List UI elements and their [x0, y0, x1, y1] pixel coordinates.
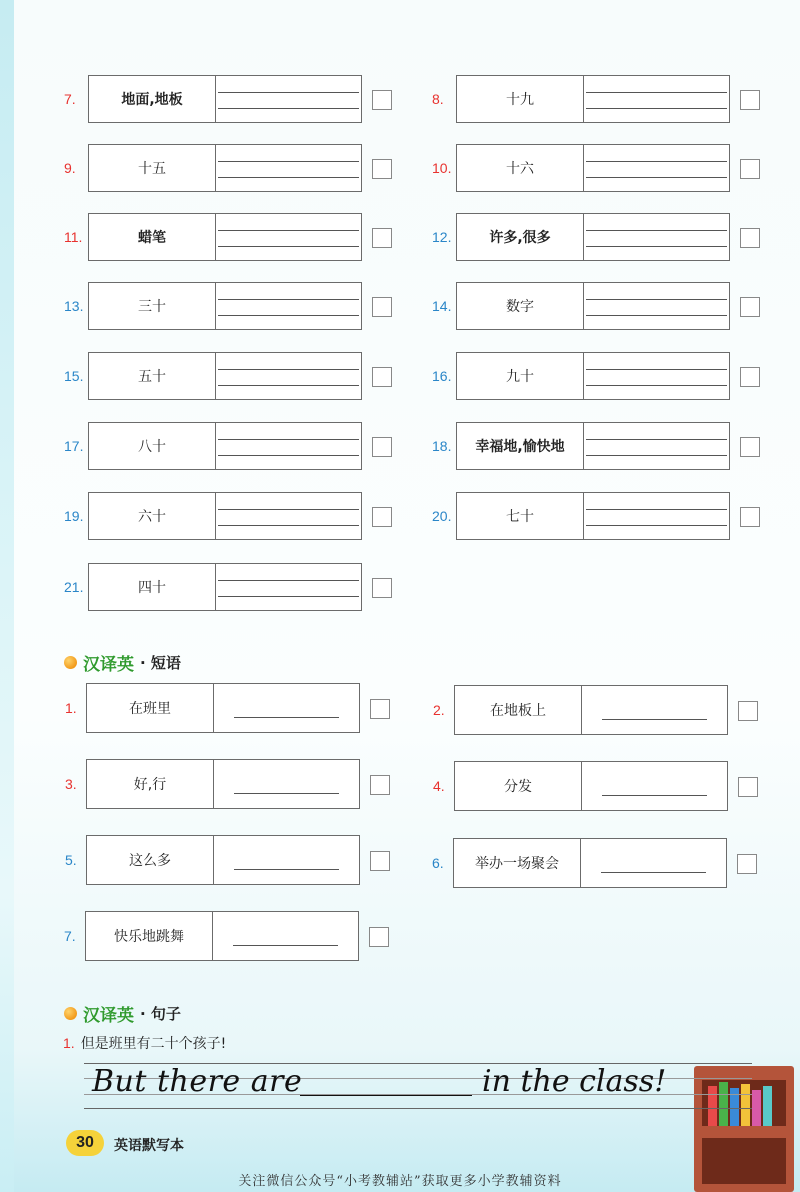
answer-blank[interactable] [214, 684, 359, 732]
phrase-number: 7. [64, 928, 76, 944]
check-box[interactable] [740, 437, 760, 457]
check-box[interactable] [370, 775, 390, 795]
answer-lines[interactable] [216, 76, 361, 122]
chinese-word: 十五 [89, 145, 216, 191]
check-box[interactable] [372, 159, 392, 179]
word-row [88, 422, 362, 470]
check-box[interactable] [370, 851, 390, 871]
section-title: 汉译英 [83, 1006, 134, 1026]
word-row [88, 75, 362, 123]
section-subtitle: · 短语 [140, 654, 181, 672]
word-row [88, 213, 362, 261]
check-box[interactable] [369, 927, 389, 947]
book-icon [763, 1086, 772, 1126]
sentence-number: 1. [63, 1035, 75, 1051]
word-number: 15. [64, 368, 84, 384]
check-box[interactable] [372, 367, 392, 387]
phrase-number: 2. [433, 702, 445, 718]
check-box[interactable] [372, 90, 392, 110]
chinese-word: 四十 [89, 564, 216, 610]
answer-lines[interactable] [216, 423, 361, 469]
chinese-word: 七十 [457, 493, 584, 539]
phrase-row [85, 911, 359, 961]
phrase-row [453, 838, 727, 888]
word-row [456, 144, 730, 192]
sentence-part-2: in the class! [482, 1064, 667, 1099]
word-number: 8. [432, 91, 444, 107]
check-box[interactable] [740, 228, 760, 248]
word-number: 20. [432, 508, 452, 524]
answer-lines[interactable] [584, 423, 729, 469]
answer-lines[interactable] [584, 145, 729, 191]
word-row [456, 352, 730, 400]
chinese-phrase: 举办一场聚会 [454, 839, 581, 887]
word-row [88, 563, 362, 611]
word-number: 14. [432, 298, 452, 314]
word-row [456, 282, 730, 330]
chinese-word: 十九 [457, 76, 584, 122]
check-box[interactable] [740, 507, 760, 527]
sentence-part-1: But there are [92, 1064, 303, 1099]
word-row [88, 282, 362, 330]
word-number: 16. [432, 368, 452, 384]
page-number-badge: 30 [66, 1130, 104, 1156]
phrase-row [454, 761, 728, 811]
chinese-word: 数字 [457, 283, 584, 329]
chinese-phrase: 好,行 [87, 760, 214, 808]
word-number: 12. [432, 229, 452, 245]
section-title: 汉译英 [83, 655, 134, 675]
word-row [88, 492, 362, 540]
answer-lines[interactable] [584, 353, 729, 399]
chinese-word: 许多,很多 [457, 214, 584, 260]
section-subtitle: · 句子 [140, 1005, 181, 1023]
answer-lines[interactable] [216, 353, 361, 399]
chinese-word: 五十 [89, 353, 216, 399]
check-box[interactable] [740, 159, 760, 179]
chinese-phrase: 在班里 [87, 684, 214, 732]
check-box[interactable] [737, 854, 757, 874]
word-row [456, 422, 730, 470]
sentence-prompt-text: 但是班里有二十个孩子! [80, 1036, 227, 1052]
sentence-answer-blank[interactable] [300, 1095, 472, 1096]
answer-lines[interactable] [584, 76, 729, 122]
check-box[interactable] [370, 699, 390, 719]
phrase-row [86, 683, 360, 733]
phrase-number: 3. [65, 776, 77, 792]
chinese-word: 六十 [89, 493, 216, 539]
chinese-word: 三十 [89, 283, 216, 329]
check-box[interactable] [372, 228, 392, 248]
word-row [456, 75, 730, 123]
chinese-word: 八十 [89, 423, 216, 469]
answer-lines[interactable] [584, 283, 729, 329]
word-number: 10. [432, 160, 452, 176]
answer-lines[interactable] [216, 145, 361, 191]
chinese-phrase: 在地板上 [455, 686, 582, 734]
answer-blank[interactable] [582, 686, 727, 734]
answer-lines[interactable] [584, 214, 729, 260]
word-number: 21. [64, 579, 84, 595]
chinese-word: 地面,地板 [89, 76, 216, 122]
word-number: 11. [64, 229, 83, 245]
bullet-dot-icon [64, 656, 77, 669]
phrase-number: 4. [433, 778, 445, 794]
footer-note: 关注微信公众号“小考教辅站”获取更多小学教辅资料 [238, 1174, 562, 1189]
chinese-word: 幸福地,愉快地 [457, 423, 584, 469]
chinese-word: 蜡笔 [89, 214, 216, 260]
word-row [456, 492, 730, 540]
check-box[interactable] [738, 701, 758, 721]
answer-lines[interactable] [216, 493, 361, 539]
phrase-row [86, 759, 360, 809]
check-box[interactable] [372, 437, 392, 457]
word-number: 9. [64, 160, 76, 176]
chinese-word: 十六 [457, 145, 584, 191]
answer-blank[interactable] [214, 836, 359, 884]
phrase-number: 5. [65, 852, 77, 868]
phrase-number: 1. [65, 700, 77, 716]
check-box[interactable] [740, 90, 760, 110]
word-row [456, 213, 730, 261]
book-icon [752, 1090, 761, 1126]
answer-lines[interactable] [584, 493, 729, 539]
phrases-section-heading [64, 650, 181, 675]
check-box[interactable] [372, 297, 392, 317]
word-row [88, 352, 362, 400]
word-number: 7. [64, 91, 76, 107]
book-title: 英语默写本 [114, 1138, 184, 1154]
answer-lines[interactable] [216, 283, 361, 329]
phrase-row [86, 835, 360, 885]
word-row [88, 144, 362, 192]
word-number: 18. [432, 438, 452, 454]
answer-lines[interactable] [216, 564, 361, 610]
check-box[interactable] [740, 297, 760, 317]
sentence-prompt [63, 1033, 226, 1053]
chinese-phrase: 这么多 [87, 836, 214, 884]
sentences-section-heading [64, 1001, 181, 1026]
check-box[interactable] [740, 367, 760, 387]
answer-blank[interactable] [582, 762, 727, 810]
chinese-word: 九十 [457, 353, 584, 399]
chinese-phrase: 快乐地跳舞 [86, 912, 213, 960]
sentence-writing-lines[interactable] [84, 1063, 752, 1109]
phrase-row [454, 685, 728, 735]
answer-blank[interactable] [213, 912, 358, 960]
check-box[interactable] [372, 578, 392, 598]
word-number: 19. [64, 508, 84, 524]
answer-lines[interactable] [216, 214, 361, 260]
phrase-number: 6. [432, 855, 444, 871]
check-box[interactable] [372, 507, 392, 527]
bullet-dot-icon [64, 1007, 77, 1020]
answer-blank[interactable] [214, 760, 359, 808]
word-number: 13. [64, 298, 84, 314]
chinese-phrase: 分发 [455, 762, 582, 810]
answer-blank[interactable] [581, 839, 726, 887]
check-box[interactable] [738, 777, 758, 797]
word-number: 17. [64, 438, 84, 454]
